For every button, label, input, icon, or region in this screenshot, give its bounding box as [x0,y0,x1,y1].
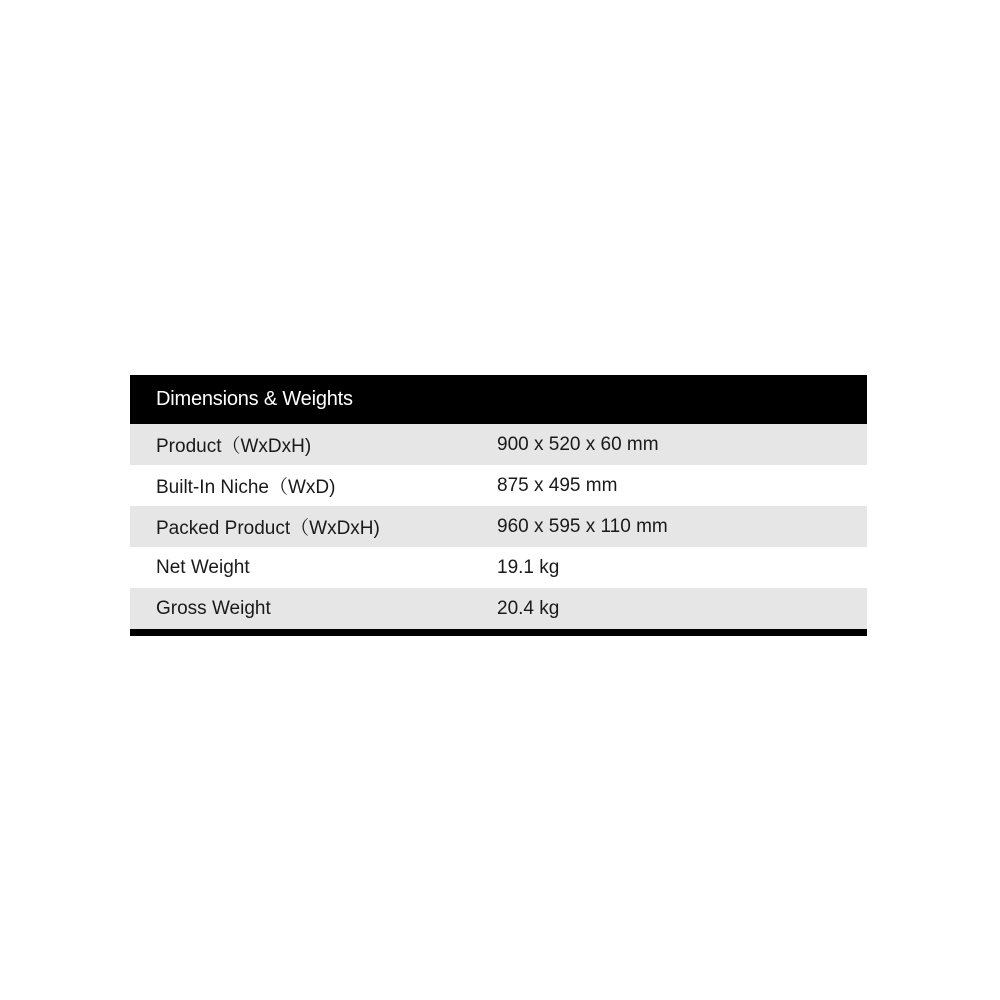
row-value: 960 x 595 x 110 mm [497,515,668,537]
row-label: Packed Product（WxDxH) [156,518,380,539]
row-value: 20.4 kg [497,597,560,619]
spec-table [130,375,867,636]
row-label: Built-In Niche（WxD) [156,477,336,498]
row-value: 900 x 520 x 60 mm [497,433,659,455]
row-label: Gross Weight [156,597,271,619]
table-title: Dimensions & Weights [130,375,867,424]
table-row [130,506,867,547]
table-row [130,547,867,588]
table-row [130,588,867,629]
row-label: Product（WxDxH) [156,436,312,457]
table-row [130,424,867,465]
row-value: 875 x 495 mm [497,474,618,496]
row-label: Net Weight [156,556,250,578]
table-bottom-rule [130,629,867,636]
table-row [130,465,867,506]
row-value: 19.1 kg [497,556,560,578]
